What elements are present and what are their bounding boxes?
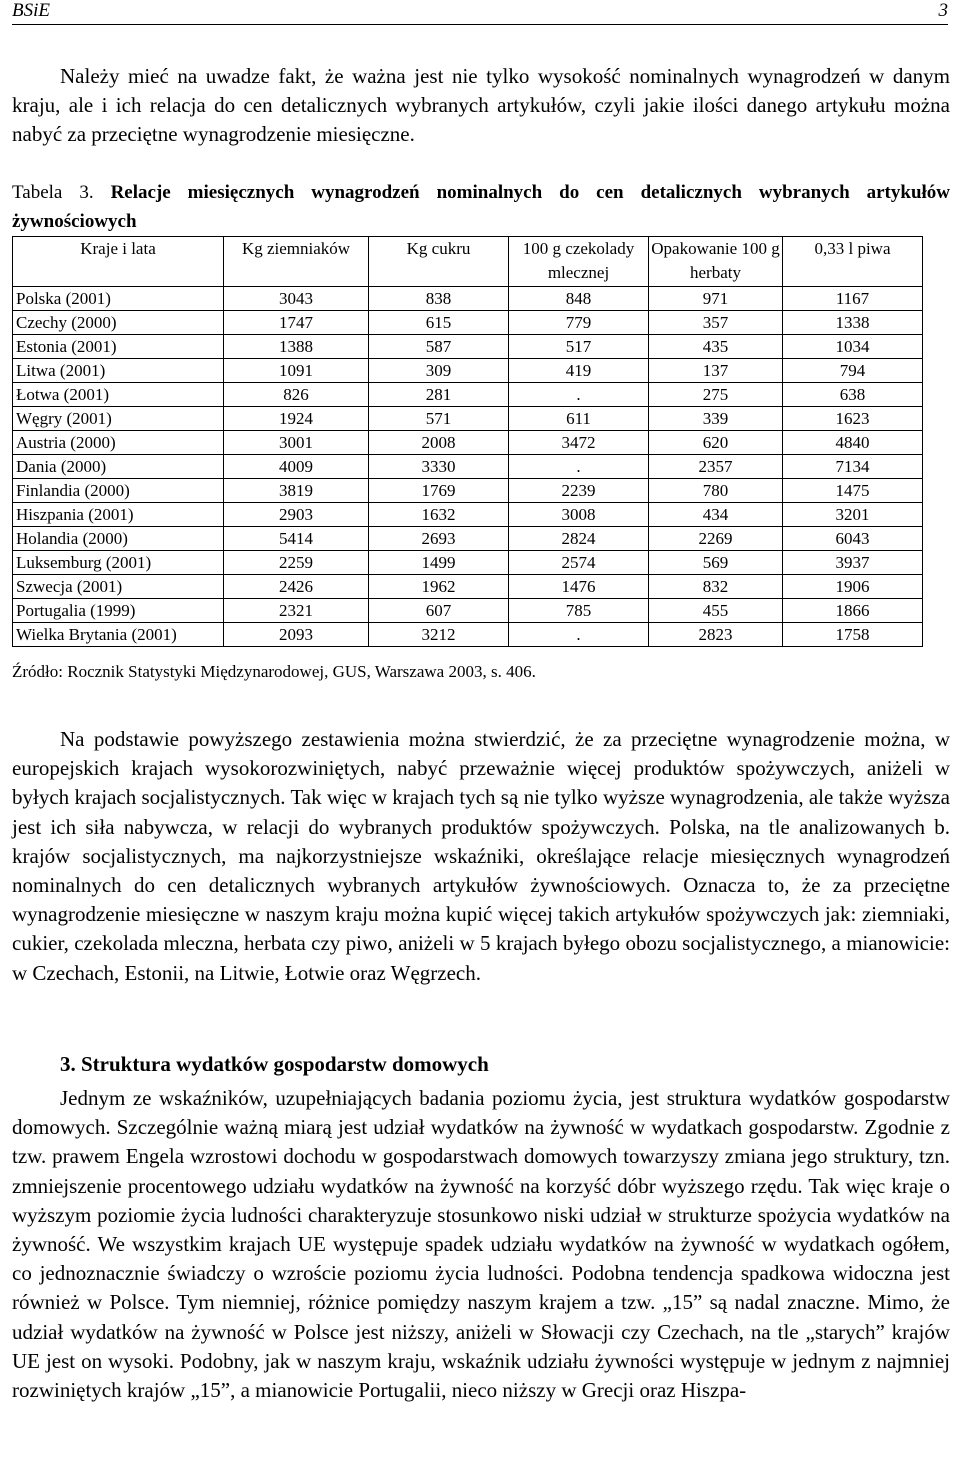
table-row [13,335,923,359]
value-cell: 3330 [369,455,509,479]
table-caption [12,178,950,236]
value-cell: 2008 [369,431,509,455]
value-cell: 2259 [224,551,369,575]
value-cell: 620 [649,431,783,455]
value-cell: 780 [649,479,783,503]
value-cell: 2823 [649,623,783,647]
value-cell: 2321 [224,599,369,623]
value-cell: 1338 [783,311,923,335]
table-row [13,551,923,575]
table-row [13,383,923,407]
intro-paragraph: Należy mieć na uwadze fakt, że ważna jest nie tylko wysokość nominalnych wynagrodzeń w danym kraju, ale i ich relacja do cen detalicznych wybranych artykułów, czyli jakie ilości danego artykułu można nabyć za przeciętne wynagrodzenie miesięczne. [12,64,950,147]
col-header-chocolate: 100 g czekolady mlecznej [509,237,649,287]
value-cell: 435 [649,335,783,359]
value-cell: 779 [509,311,649,335]
value-cell: 3937 [783,551,923,575]
value-cell: 1476 [509,575,649,599]
value-cell: 1962 [369,575,509,599]
value-cell: 611 [509,407,649,431]
table-header-row [13,237,923,287]
value-cell: 569 [649,551,783,575]
value-cell: 3043 [224,287,369,311]
table-row [13,407,923,431]
value-cell: 3201 [783,503,923,527]
table-row [13,575,923,599]
value-cell: 1034 [783,335,923,359]
value-cell: . [509,455,649,479]
value-cell: 3008 [509,503,649,527]
value-cell: 785 [509,599,649,623]
value-cell: 5414 [224,527,369,551]
country-cell: Dania (2000) [13,455,224,479]
table-label: Tabela 3. [12,182,94,203]
value-cell: 2093 [224,623,369,647]
value-cell: 1747 [224,311,369,335]
value-cell: 587 [369,335,509,359]
page-header [12,0,948,25]
value-cell: 357 [649,311,783,335]
country-cell: Estonia (2001) [13,335,224,359]
table-row [13,623,923,647]
value-cell: 2239 [509,479,649,503]
value-cell: 434 [649,503,783,527]
value-cell: 1388 [224,335,369,359]
value-cell: 275 [649,383,783,407]
value-cell: 2903 [224,503,369,527]
value-cell: 1475 [783,479,923,503]
country-cell: Szwecja (2001) [13,575,224,599]
table-row [13,479,923,503]
value-cell: 455 [649,599,783,623]
country-cell: Polska (2001) [13,287,224,311]
value-cell: 638 [783,383,923,407]
value-cell: . [509,383,649,407]
section-paragraph: Jednym ze wskaźników, uzupełniających badania poziomu życia, jest struktura wydatków gospodarstw domowych. Szczególnie ważną miarą jest udział wydatków na żywność w wydatkach gospodarstw. Zgodnie z tzw. prawem Engela wzrostowi dochodu w gospodarstwach domowych towarzyszy zmiana jego struktury, tzn. zmniejszenie procentowego udziału wydatków na żywność na korzyść dóbr wyższego rzędu. Tak więc kraje o wyższym poziomie życia ludności charakteryzuje stosunkowo niski udział w strukturze spożycia wydatków na żywność. We wszystkim krajach UE występuje spadek udziału wydatków na żywność w wydatkach ogółem, co jednoznacznie świadczy o wzroście poziomu życia ludności. Podobna tendencja spadkowa widoczna jest również w Polsce. Tym niemniej, różnice pomiędzy naszym krajem a tzw. „15” są nadal znaczne. Mimo, że udział wydatków na żywność w Polsce jest niższy, aniżeli w Słowacji czy Czechach, na tle „starych” krajów UE jest on wysoki. Podobny, jak w naszym kraju, wskaźnik udziału żywności występuje w jednym z najmniej rozwiniętych krajów „15”, a mianowicie Portugalii, nieco niższy w Grecji oraz Hiszpa- [12,1086,950,1403]
value-cell: 1758 [783,623,923,647]
col-header-country: Kraje i lata [13,237,224,287]
value-cell: 517 [509,335,649,359]
value-cell: 281 [369,383,509,407]
value-cell: 3472 [509,431,649,455]
value-cell: 6043 [783,527,923,551]
value-cell: 1924 [224,407,369,431]
col-header-beer: 0,33 l piwa [783,237,923,287]
value-cell: 971 [649,287,783,311]
value-cell: 848 [509,287,649,311]
value-cell: 2824 [509,527,649,551]
table-body [13,287,923,647]
country-cell: Holandia (2000) [13,527,224,551]
value-cell: 1091 [224,359,369,383]
value-cell: 1499 [369,551,509,575]
col-header-potatoes: Kg ziemniaków [224,237,369,287]
value-cell: 832 [649,575,783,599]
country-cell: Portugalia (1999) [13,599,224,623]
country-cell: Czechy (2000) [13,311,224,335]
country-cell: Wielka Brytania (2001) [13,623,224,647]
analysis-paragraph: Na podstawie powyższego zestawienia można stwierdzić, że za przeciętne wynagrodzenie można, w europejskich krajach wysokorozwiniętych, nabyć przeważnie więcej produktów spożywczych, aniżeli w byłych krajach socjalistycznych. Tak więc w krajach tych są nie tylko wyższe wynagrodzenia, ale także wyższa jest ich siła nabywcza, w relacji do wybranych produktów spożywczych. Polska, na tle analizowanych b. krajów socjalistycznych, ma najkorzystniejsze wskaźniki, określające relacje miesięcznych wynagrodzeń nominalnych do cen detalicznych wybranych artykułów żywnościowych. Oznacza to, że za przeciętne wynagrodzenie miesięczne w naszym kraju można kupić więcej takich artykułów spożywczych jak: ziemniaki, cukier, czekolada mleczna, herbata czy piwo, aniżeli w 5 krajach byłego obozu socjalistycznego, a mianowicie: w Czechach, Estonii, na Litwie, Łotwie oraz Węgrzech. [12,727,950,985]
value-cell: 1167 [783,287,923,311]
value-cell: 2426 [224,575,369,599]
table-title: Relacje miesięcznych wynagrodzeń nominalnych do cen detalicznych wybranych artykułów żywnościowych [12,182,951,232]
value-cell: 1623 [783,407,923,431]
value-cell: 794 [783,359,923,383]
country-cell: Łotwa (2001) [13,383,224,407]
value-cell: 137 [649,359,783,383]
table-row [13,287,923,311]
table-row [13,527,923,551]
journal-abbreviation: BSiE [12,0,50,21]
table-row [13,359,923,383]
page-number: 3 [938,0,948,21]
col-header-tea: Opakowanie 100 g herbaty [649,237,783,287]
country-cell: Austria (2000) [13,431,224,455]
value-cell: 2574 [509,551,649,575]
value-cell: 339 [649,407,783,431]
table-row [13,431,923,455]
value-cell: 7134 [783,455,923,479]
value-cell: 1906 [783,575,923,599]
value-cell: 1632 [369,503,509,527]
value-cell: . [509,623,649,647]
table-row [13,311,923,335]
country-cell: Luksemburg (2001) [13,551,224,575]
country-cell: Hiszpania (2001) [13,503,224,527]
value-cell: 826 [224,383,369,407]
country-cell: Finlandia (2000) [13,479,224,503]
value-cell: 2269 [649,527,783,551]
value-cell: 1866 [783,599,923,623]
value-cell: 2693 [369,527,509,551]
country-cell: Litwa (2001) [13,359,224,383]
value-cell: 419 [509,359,649,383]
value-cell: 1769 [369,479,509,503]
section-heading: 3. Struktura wydatków gospodarstw domowych [60,1052,489,1076]
value-cell: 615 [369,311,509,335]
value-cell: 607 [369,599,509,623]
table-row [13,503,923,527]
table-row [13,455,923,479]
value-cell: 3001 [224,431,369,455]
value-cell: 3212 [369,623,509,647]
value-cell: 838 [369,287,509,311]
value-cell: 309 [369,359,509,383]
value-cell: 4840 [783,431,923,455]
value-cell: 2357 [649,455,783,479]
table-source: Źródło: Rocznik Statystyki Międzynarodowej, GUS, Warszawa 2003, s. 406. [12,662,536,681]
table-row [13,599,923,623]
value-cell: 4009 [224,455,369,479]
value-cell: 571 [369,407,509,431]
data-table [12,236,923,647]
value-cell: 3819 [224,479,369,503]
col-header-sugar: Kg cukru [369,237,509,287]
country-cell: Węgry (2001) [13,407,224,431]
